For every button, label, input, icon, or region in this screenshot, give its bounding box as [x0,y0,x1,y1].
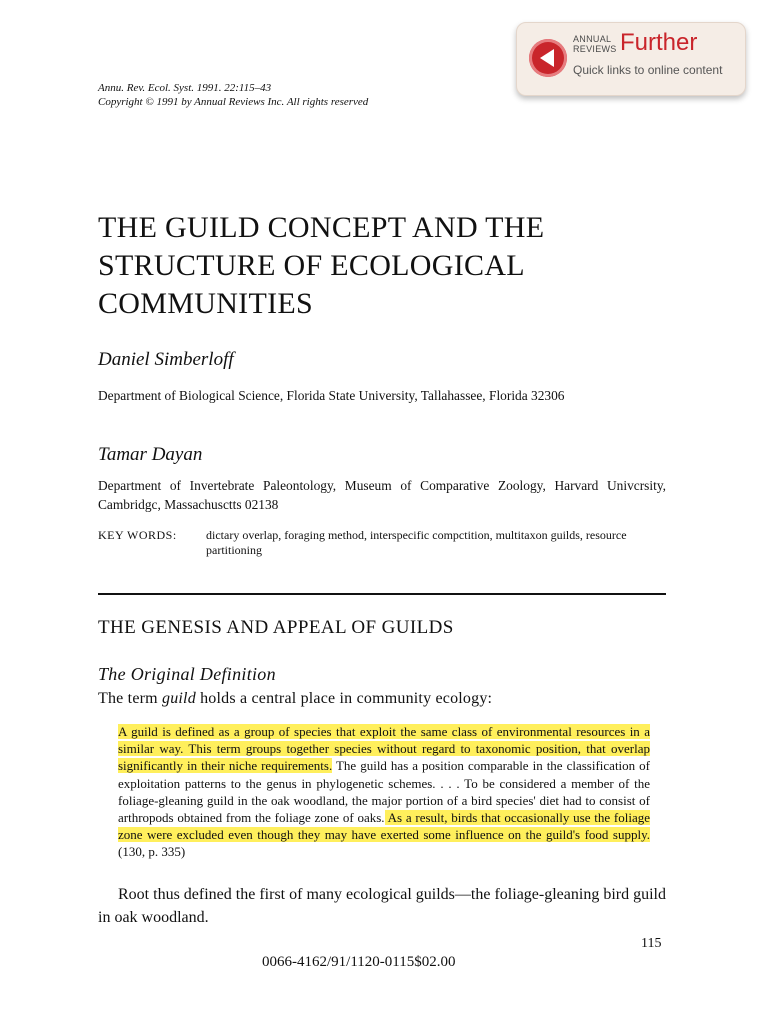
title-line: COMMUNITIES [98,287,313,320]
play-back-arrow-icon [529,39,567,77]
quote-text: The guild has a position comparable in the classification of exploitation patterns to the genus in phylogenetic schemes. . . . To be considered a member of the foliage-gleaning guild in the oak woodland, the major portion of a bird species' diet had to consist of arthropods obtained from the foliage zone of oaks. [118,758,650,826]
annual-reviews-further-badge[interactable] [516,22,746,96]
author-name: Daniel Simberloff [98,349,234,370]
author-name: Tamar Dayan [98,444,203,465]
block-quote [118,723,650,861]
article-code: 0066-4162/91/1120-0115$02.00 [262,954,456,970]
emphasized-term: guild [162,690,196,707]
highlighted-text: As a result, birds that occasionally use the foliage zone were excluded even though they may have exerted some influence on the guild's food supply. [118,810,650,843]
quote-citation: (130, p. 335) [118,844,186,860]
further-label: Further [620,29,698,56]
subsection-heading: The Original Definition [98,664,276,684]
quick-links-link[interactable]: Quick links to online content [573,63,723,77]
paper-title [98,209,658,323]
intro-sentence: The term guild holds a central place in community ecology: [98,690,493,707]
title-line: THE GUILD CONCEPT AND THE [98,211,545,244]
journal-citation [98,81,368,109]
annual-reviews-wordmark: ANNUAL REVIEWS [573,34,617,54]
keywords-text: dictary overlap, foraging method, interspecific compctition, multitaxon guilds, resource partitioning [206,528,627,557]
keywords-label: KEY WORDS: [98,528,177,542]
highlighted-text: A guild is defined as a group of species that exploit the same class of environmental resources in a similar way. This term groups together species without regard to taxonomic position, that overlap significantly in their niche requirements. [118,724,650,774]
title-line: STRUCTURE OF ECOLOGICAL [98,249,525,282]
author-affiliation: Department of Invertebrate Paleontology, Museum of Comparative Zoology, Harvard Univcrsity, Cambridgc, Massachusctts 02138 [98,478,666,512]
citation-line: Annu. Rev. Ecol. Syst. 1991. 22:115–43 [98,82,272,94]
section-divider [98,593,666,595]
body-paragraph: Root thus defined the first of many ecological guilds—the foliage-gleaning bird guild in oak woodland. [98,886,666,926]
section-heading: THE GENESIS AND APPEAL OF GUILDS [98,617,454,638]
copyright-line: Copyright © 1991 by Annual Reviews Inc. All rights reserved [98,96,369,108]
page-number: 115 [641,936,662,951]
author-affiliation: Department of Biological Science, Florida State University, Tallahassee, Florida 32306 [98,388,565,403]
